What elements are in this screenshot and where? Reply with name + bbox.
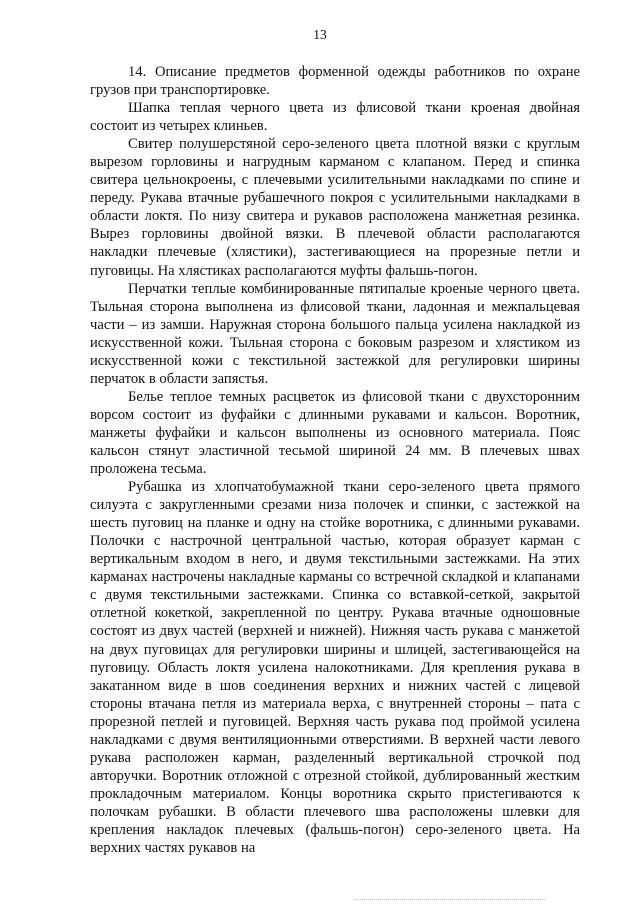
paragraph-hat: Шапка теплая черного цвета из флисовой ткани кроеная двойная состоит из четырех клиньев. bbox=[90, 100, 580, 135]
scan-edge-mark bbox=[355, 899, 545, 901]
paragraph-gloves: Перчатки теплые комбинированные пятипалые кроеные черного цвета. Тыльная сторона выполнена из флисовой ткани, ладонная и межпальцевая части – из замши. Наружная сторона большого пальца усилена накладкой из искусственной кожи. Тыльная сторона с боковым разрезом и хлястиком из искусственной кожи с текстильной застежкой для регулировки ширины перчаток в области запястья. bbox=[90, 280, 580, 387]
document-body bbox=[90, 63, 580, 857]
paragraph-sweater: Свитер полушерстяной серо-зеленого цвета плотной вязки с круглым вырезом горловины и нагрудным карманом с клапаном. Перед и спинка свитера цельнокроены, с плечевыми усилительными накладками по спине и переду. Рукава втачные рубашечного покроя с усилительными накладками в области локтя. По низу свитера и рукавов расположена манжетная резинка. Вырез горловины двойной вязки. В плечевой области располагаются накладки плечевые (хлястики), застегивающиеся на прорезные петли и пуговицы. На хлястиках располагаются муфты фальшь-погон. bbox=[90, 136, 580, 279]
paragraph-underwear: Белье теплое темных расцветок из флисовой ткани с двухсторонним ворсом состоит из фуфайки с длинными рукавами и кальсон. Воротник, манжеты фуфайки и кальсон выполнены из основного материала. Пояс кальсон стянут эластичной тесьмой шириной 24 мм. В плечевых швах проложена тесьма. bbox=[90, 388, 580, 478]
paragraph-shirt: Рубашка из хлопчатобумажной ткани серо-зеленого цвета прямого силуэта с закругленными срезами низа полочек и спинки, с застежкой на шесть пуговиц на планке и одну на стойке воротника, с длинными рукавами. Полочки с настрочной центральной частью, которая образует карман с вертикальным входом в него, и двумя текстильными застежками. На этих карманах настрочены накладные карманы со встречной складкой и клапанами с двумя текстильными застежками. Спинка со вставкой-сеткой, закрытой отлетной кокеткой, закрепленной по центру. Рукава втачные одношовные состоят из двух частей (верхней и нижней). Нижняя часть рукава с манжетой на двух пуговицах для регулировки ширины и шлицей, застегивающейся на пуговицу. Область локтя усилена налокотниками. Для крепления рукава в закатанном виде в шов соединения верхних и нижних частей с лицевой стороны втачана петля из материала верха, с внутренней стороны – пата с прорезной петлей и пуговицей. Верхняя часть рукава под проймой усилена накладками с двумя вентиляционными отверстиями. В верхней части левого рукава расположен карман, разделенный вертикальной строчкой под авторучки. Воротник отложной с отрезной стойкой, дублированный жестким прокладочным материалом. Концы воротника скрыто пристегиваются к полочкам рубашки. В области плечевого шва расположены шлевки для крепления накладок плечевых (фальшь-погон) серо-зеленого цвета. На верхних частях рукавов на bbox=[90, 479, 580, 857]
page-number: 13 bbox=[313, 27, 327, 42]
section-heading-paragraph: 14. Описание предметов форменной одежды работников по охране грузов при транспортировке. bbox=[90, 64, 580, 99]
